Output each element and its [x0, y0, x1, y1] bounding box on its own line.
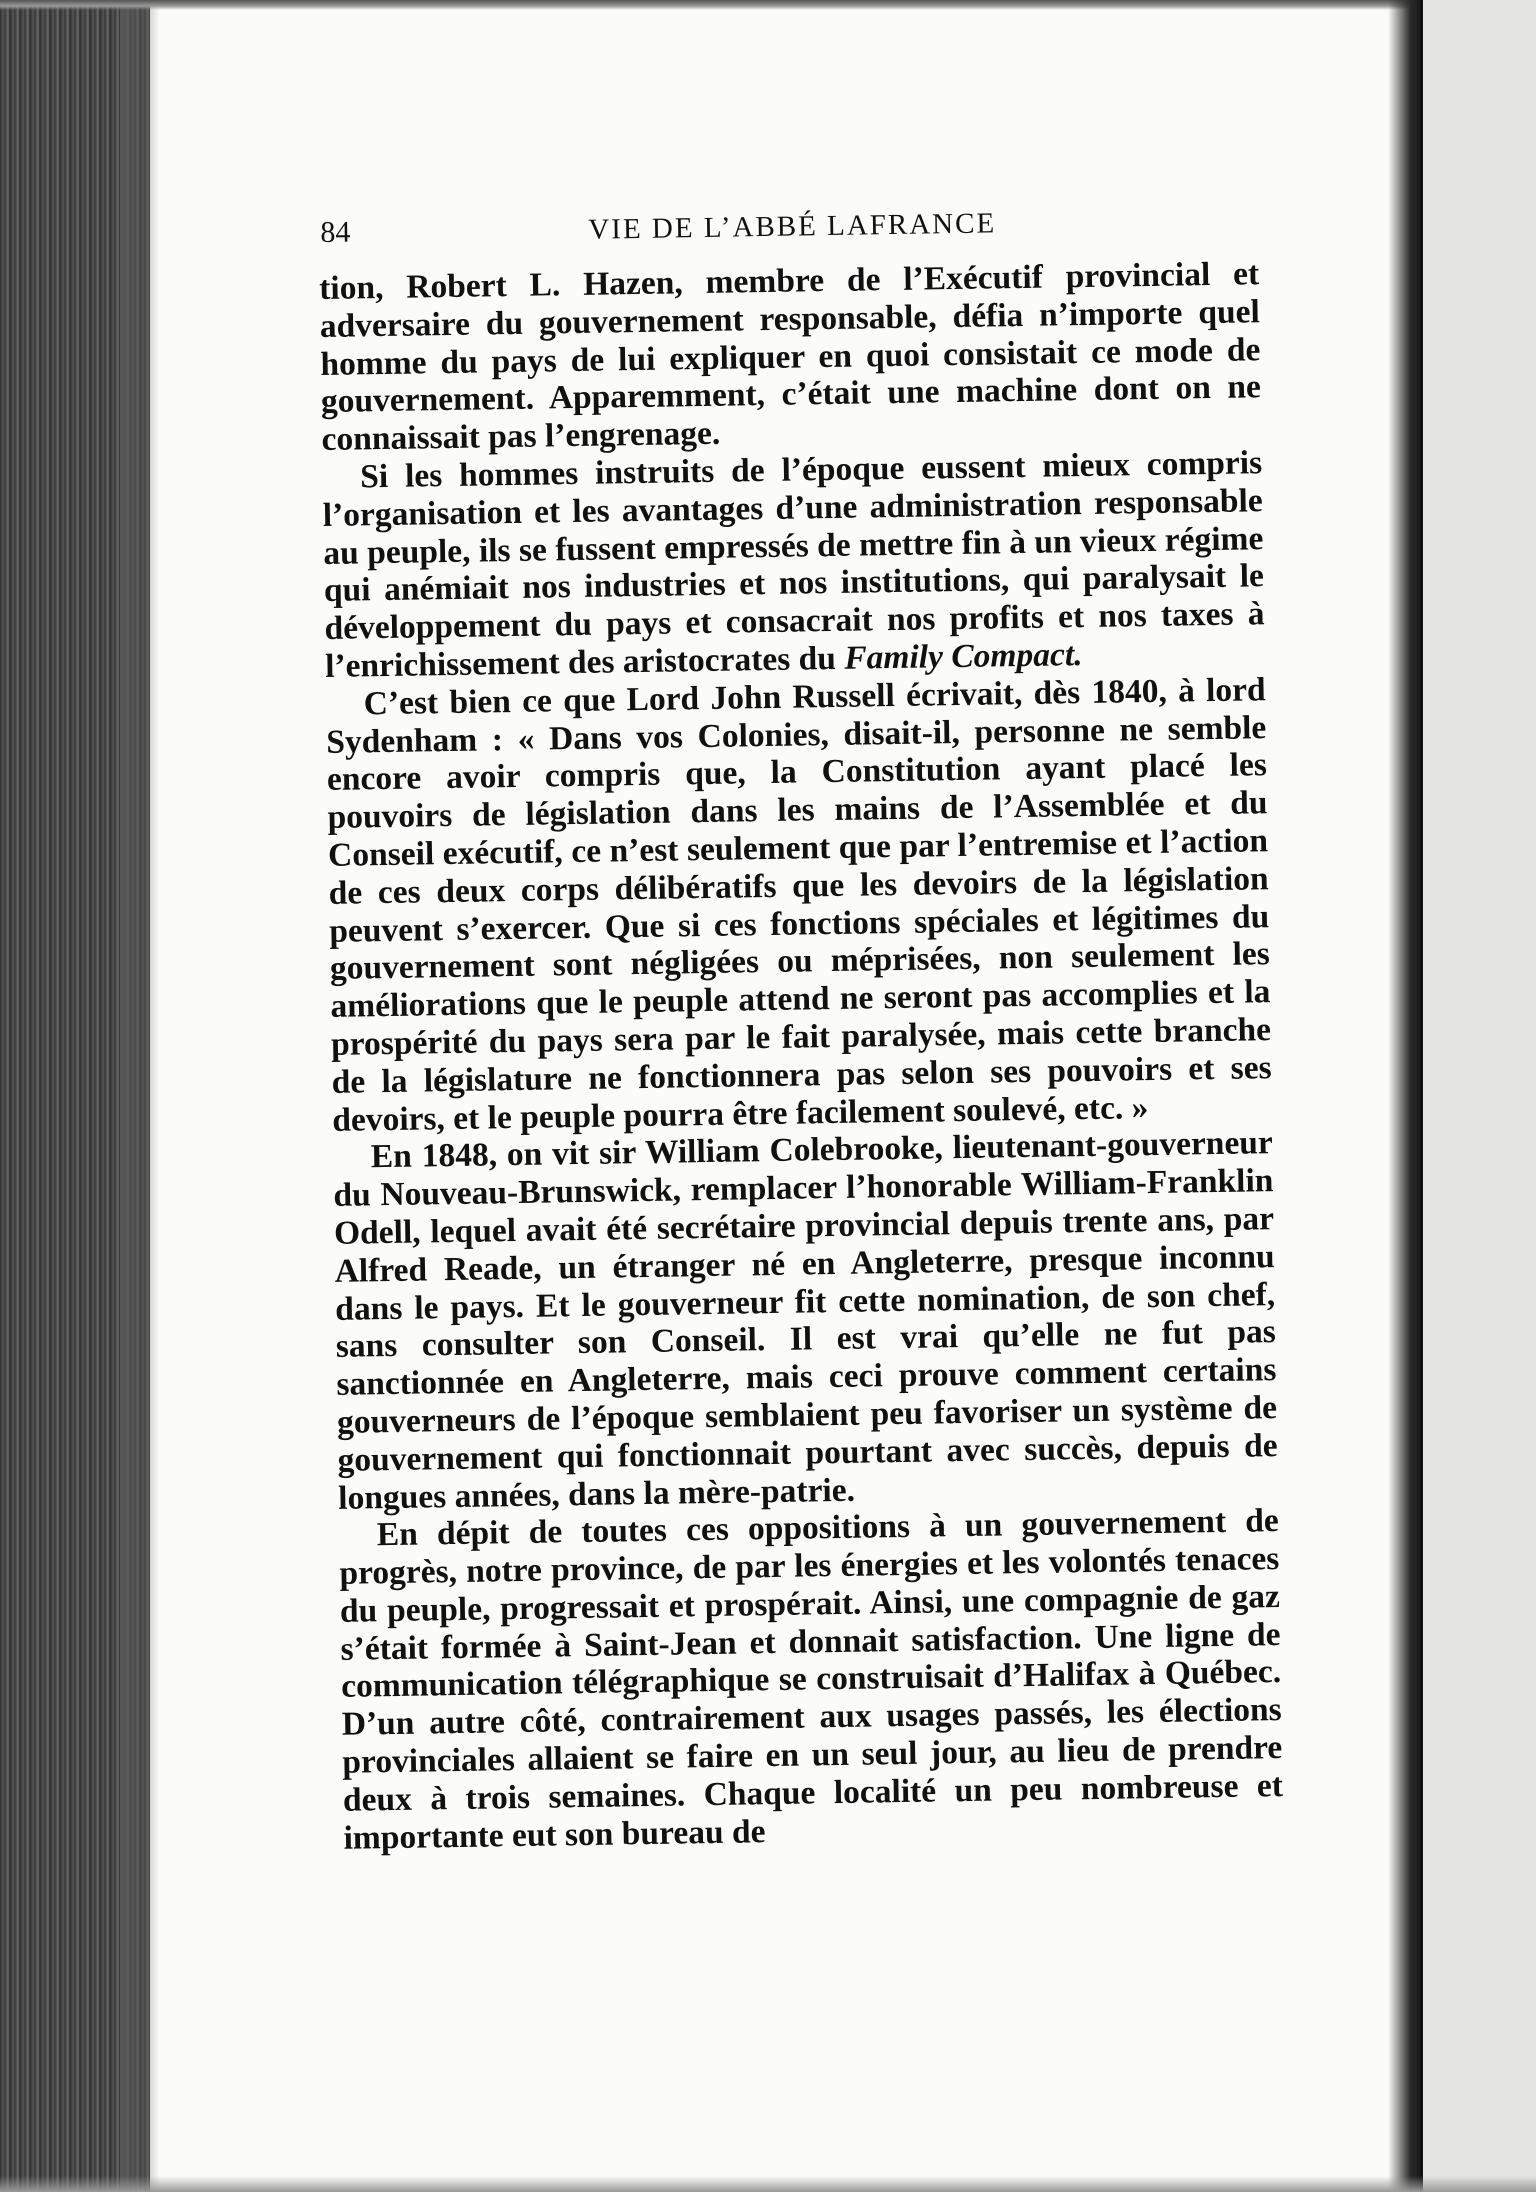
paragraph-3 — [325, 671, 1272, 1139]
paragraph-3-text: C’est bien ce que Lord John Russell écrivait, dès 1840, à lord Sydenham : « Dans vos Colonies, disait-il, personne ne semble encore avoir compris que, la Constitution ayant placé les pouvoirs de législation dans les mains de l’Assemblée et du Conseil exécutif, ce n’est seulement que par l’entremise et l’action de ces deux corps délibératifs que les devoirs de la législation peuvent s’exercer. Que si ces fonctions spéciales et légitimes du gouvernement sont négligées ou méprisées, non seulement les améliorations que le peuple attend ne seront pas accomplies et la prospérité du pays sera par le fait paralysée, mais cette branche de la législature ne fonctionnera pas selon ses pouvoirs et ses devoirs, et le peuple pourra être facilement soulevé, etc. » — [326, 670, 1272, 1139]
paragraph-2 — [322, 444, 1265, 686]
book-page — [318, 195, 1284, 1857]
paragraph-1 — [319, 255, 1262, 459]
paragraph-4 — [333, 1124, 1279, 1517]
body-text — [319, 255, 1284, 1857]
paragraph-4-text: En 1848, on vit sir William Colebrooke, lieutenant-gouverneur du Nouveau-Brunswick, remplacer l’honorable William-Franklin Odell, lequel avait été secrétaire provincial depuis trente ans, par Alfred Reade, un étranger né en Angleterre, presque inconnu dans le pays. Et le gouverneur fit cette nomination, de son chef, sans consulter son Conseil. Il est vrai qu’elle ne fut pas sanctionnée en Angleterre, mais ceci prouve comment certains gouverneurs de l’époque semblaient peu favoriser un système de gouvernement qui fonctionnait pourtant avec succès, depuis de longues années, dans la mère-patrie. — [333, 1124, 1278, 1517]
bottom-edge-shadow — [0, 2176, 1536, 2192]
paragraph-1-text: tion, Robert L. Hazen, membre de l’Exécutif provincial et adversaire du gouvernement responsable, défia n’importe quel homme du pays de lui expliquer en quoi consistait ce mode de gouvernement. Apparemment, c’était une machine dont on ne connaissait pas l’engrenage. — [318, 255, 1262, 459]
paragraph-2-text: Si les hommes instruits de l’époque eussent mieux compris l’organisation et les avantages d’une administration responsable au peuple, ils se fussent empressés de mettre fin à un vieux régime qui anémiait nos industries et nos institutions, qui paralysait le développement du pays et consacrait nos profits et nos taxes à l’enrichissement des aristocrates du — [322, 444, 1265, 685]
book-edge-shadow — [120, 0, 160, 2192]
paragraph-5-text: En dépit de toutes ces oppositions à un gouvernement de progrès, notre province, de par les énergies et les volontés tenaces du peuple, progressait et prospérait. Ainsi, une compagnie de gaz s’était formée à Saint-Jean et donnait satisfaction. Une ligne de communication télégraphique se construisait d’Halifax à Québec. D’un autre côté, contrairement aux usages passés, les élections provinciales allaient se faire en un seul jour, au lieu de prendre deux à trois semaines. Chaque localité un peu nombreuse et importante eut son bureau de — [339, 1502, 1284, 1857]
page-number: 84 — [320, 215, 351, 249]
paragraph-5 — [339, 1502, 1284, 1857]
top-edge-shadow — [0, 0, 1536, 10]
gutter-shadow — [1388, 0, 1420, 2192]
italic-family-compact: Family Compact. — [843, 636, 1083, 677]
facing-page-edge — [1420, 0, 1536, 2192]
running-title: VIE DE L’ABBÉ LAFRANCE — [588, 207, 997, 246]
